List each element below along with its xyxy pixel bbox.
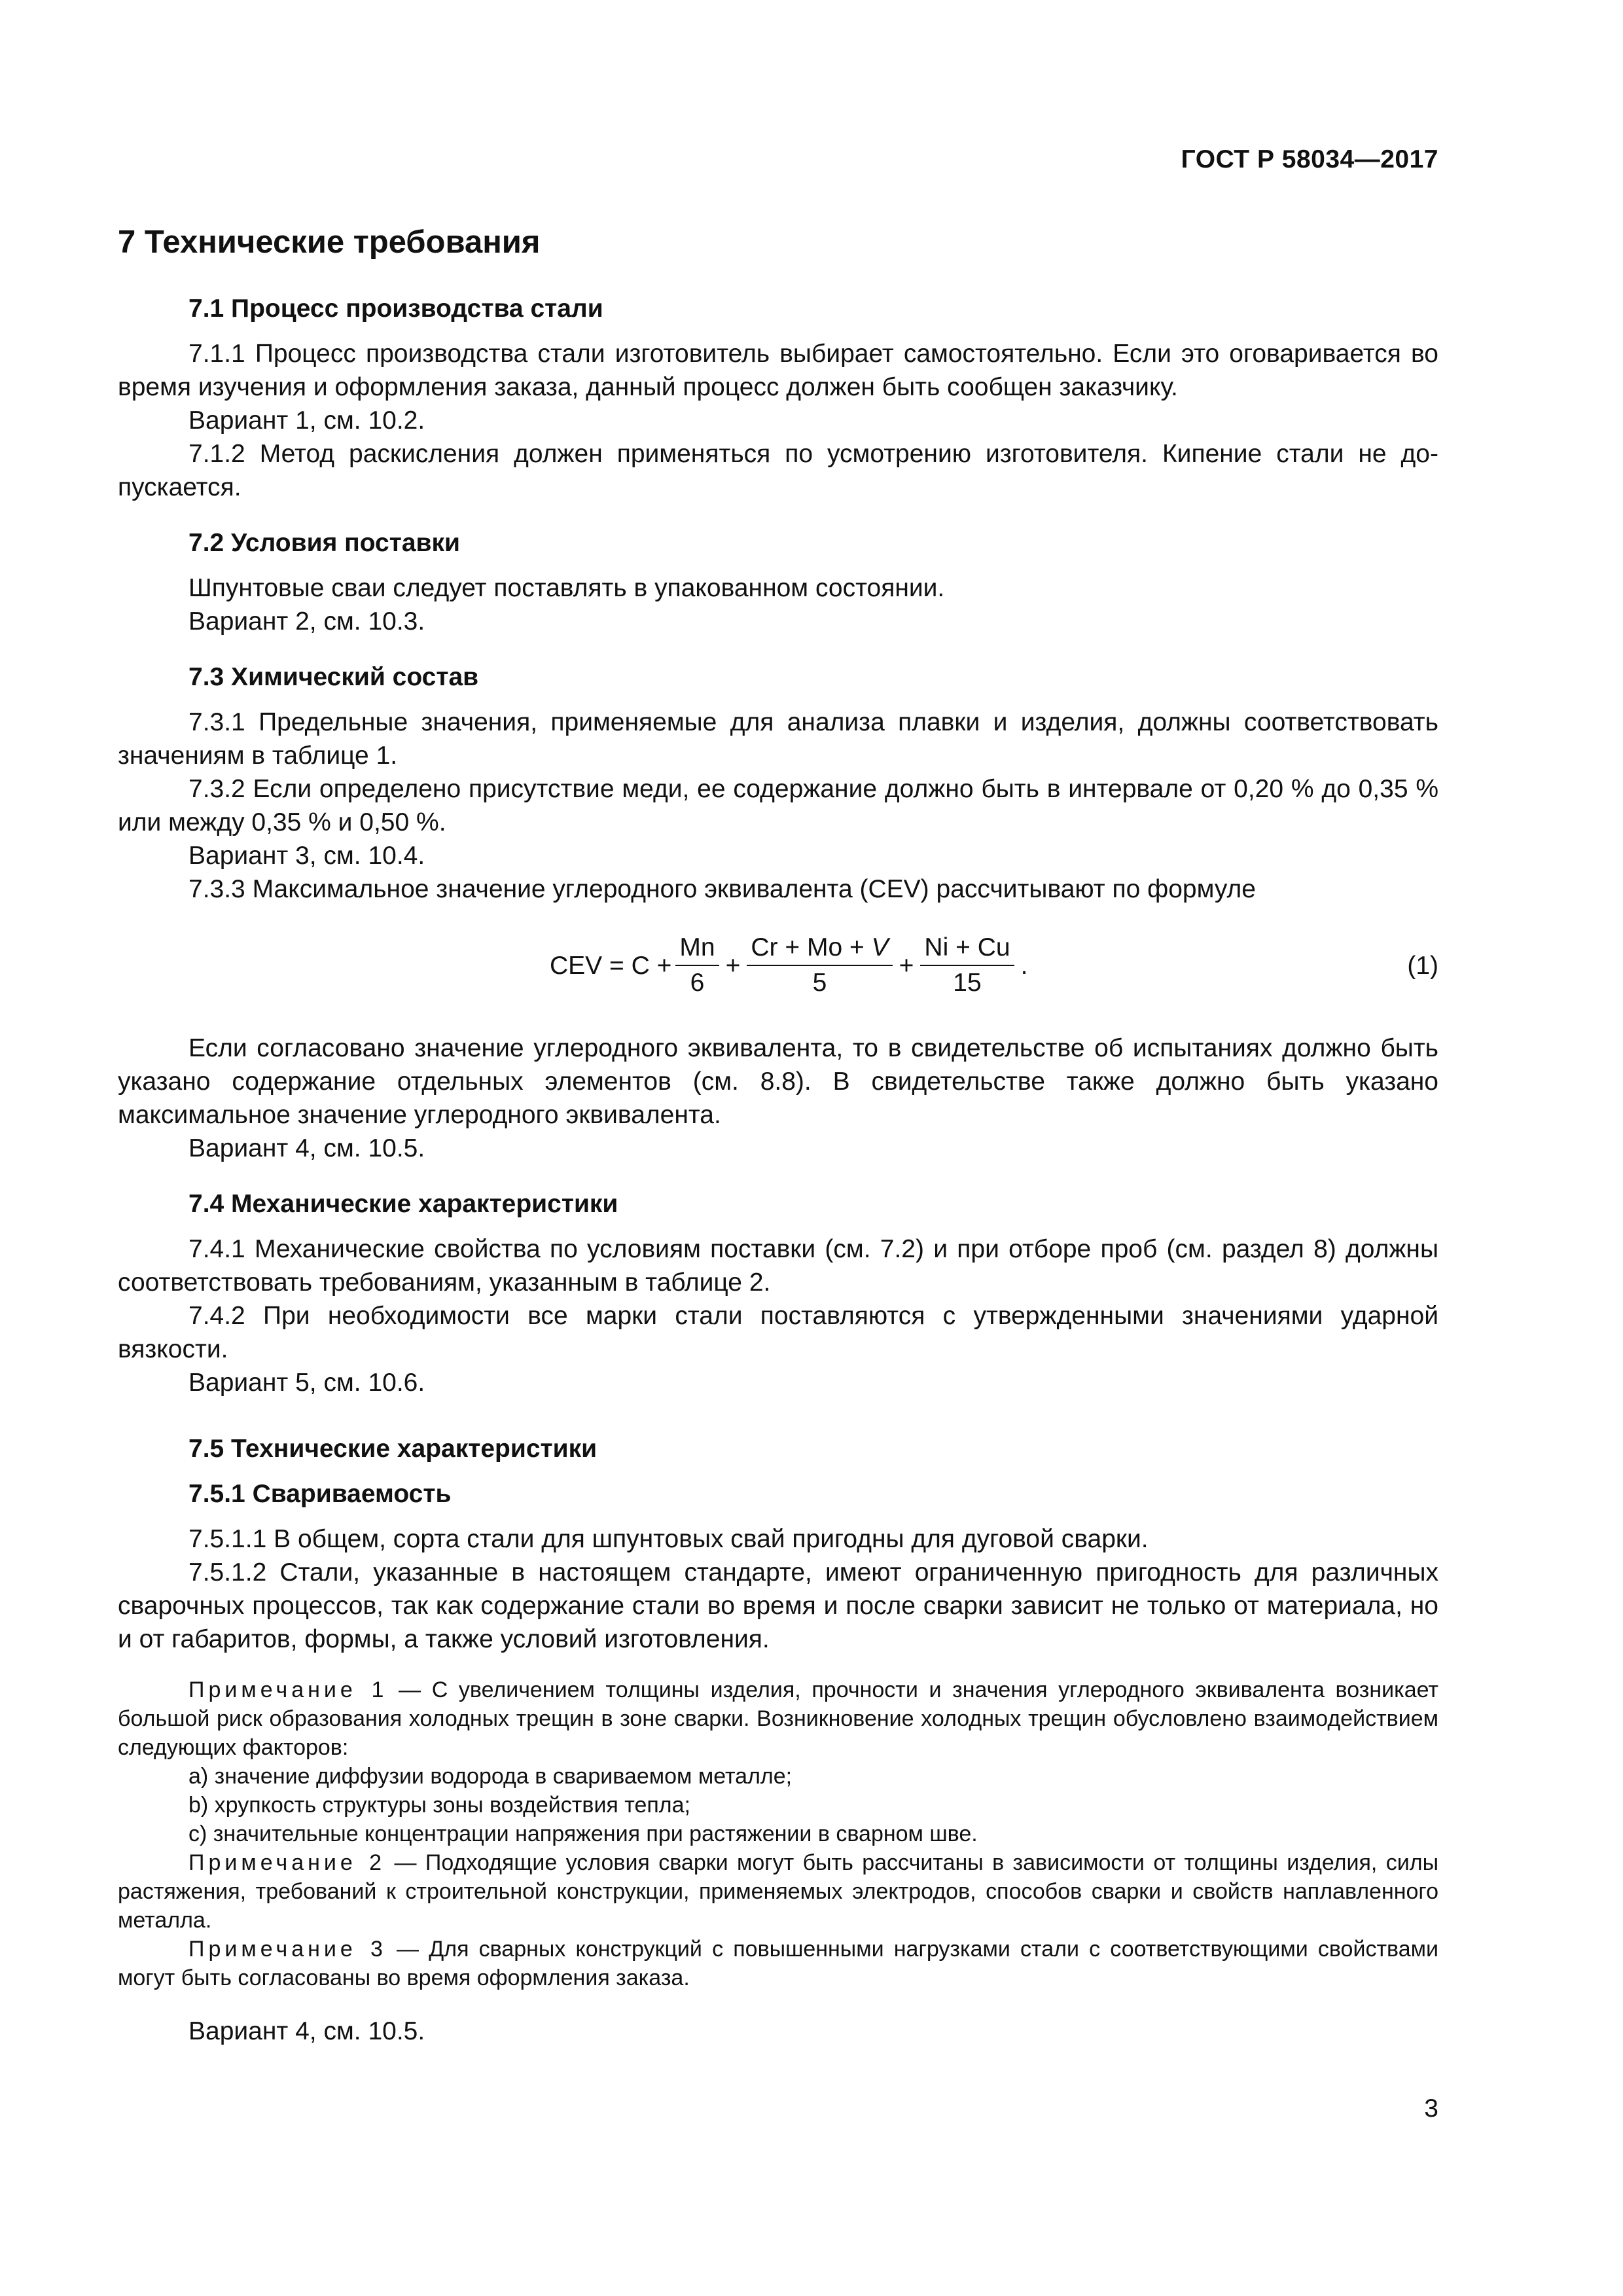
note-label: Примечание 1 <box>188 1677 388 1702</box>
formula-lhs: CEV = C + <box>550 951 672 980</box>
formula-number: (1) <box>1407 952 1438 980</box>
subsection-title-7-5: 7.5 Технические характеристики <box>188 1435 597 1463</box>
subsection-title-7-3: 7.3 Химический состав <box>188 663 479 691</box>
paragraph-7-5-1-1: 7.5.1.1 В общем, сорта стали для шпунтовых свай пригодны для дуговой сварки. <box>188 1525 1149 1553</box>
fraction-denominator: 6 <box>690 969 705 997</box>
page-number: 3 <box>1424 2094 1438 2123</box>
fraction-mn <box>675 933 719 997</box>
paragraph-7-1-2: 7.1.2 Метод раскисления должен применяться по усмотрению изготовителя. Кипение стали не допускается. <box>118 440 1438 501</box>
paragraph-7-3-1: 7.3.1 Предельные значения, применяемые для анализа плавки и изделия, должны соответствовать значениям в таблице 1. <box>118 708 1438 770</box>
paragraph-7-2: Шпунтовые сваи следует поставлять в упакованном состоянии. <box>188 574 945 602</box>
paragraph-7-3-2: 7.3.2 Если определено присутствие меди, ее содержание должно быть в интервале от 0,20 % до 0,35 % или между 0,35 % и 0,50 %. <box>118 775 1438 836</box>
note-text: — Для сварных конструкций с повышенными нагрузками стали с соответствующими свойствами могут быть согласованы во время оформления заказа. <box>118 1937 1438 1990</box>
cev-formula <box>550 929 1030 1001</box>
subsection-title-7-5-1: 7.5.1 Свариваемость <box>188 1480 452 1508</box>
variant-reference: Вариант 1, см. 10.2. <box>188 406 425 435</box>
subsection-title-7-4: 7.4 Механические характеристики <box>188 1190 618 1218</box>
fraction-denominator: 5 <box>812 969 827 997</box>
subsection-title-7-1: 7.1 Процесс производства стали <box>188 295 603 323</box>
notes-block <box>118 1676 1438 1992</box>
note-item-c: c) значительные концентрации напряжения при растяжении в сварном шве. <box>188 1821 978 1846</box>
variant-reference: Вариант 5, см. 10.6. <box>188 1369 425 1397</box>
note-3 <box>118 1935 1438 1992</box>
numerator-italic-v: V <box>871 933 889 961</box>
fraction-denominator: 15 <box>953 969 982 997</box>
note-label: Примечание 3 <box>188 1937 387 1962</box>
section-title: 7 Технические требования <box>118 224 541 260</box>
note-item-b: b) хрупкость структуры зоны воздействия тепла; <box>188 1793 690 1818</box>
paragraph-cev-note: Если согласовано значение углеродного эквивалента, то в свидетельстве об испытаниях должно быть указано содержание отдельных элементов (см. 8.8). В свидетельстве также должно быть указано максимальное значение углеродного эквивалента. <box>118 1034 1438 1129</box>
variant-reference: Вариант 4, см. 10.5. <box>188 2017 425 2045</box>
document-code: ГОСТ Р 58034—2017 <box>1181 145 1438 173</box>
paragraph-7-5-1-2: 7.5.1.2 Стали, указанные в настоящем стандарте, имеют ограниченную пригодность для различных сварочных процессов, так как содержание стали во время и после сварки зависит не только от материала, но и от габаритов, формы, а также условий изготовления. <box>118 1558 1438 1653</box>
note-item-a: a) значение диффузии водорода в свариваемом металле; <box>188 1764 793 1789</box>
fraction-numerator: Ni + Cu <box>920 933 1014 966</box>
paragraph-7-3-3: 7.3.3 Максимальное значение углеродного эквивалента (CEV) рассчитывают по формуле <box>188 875 1256 903</box>
note-1 <box>118 1676 1438 1762</box>
plus-sign: + <box>725 951 741 980</box>
variant-reference: Вариант 3, см. 10.4. <box>188 842 425 870</box>
paragraph-7-4-2: 7.4.2 При необходимости все марки стали поставляются с утвержденными значениями ударной вязкости. <box>118 1302 1438 1363</box>
formula-block <box>118 929 1438 1001</box>
fraction-ni-cu <box>920 933 1014 997</box>
note-text: — Подходящие условия сварки могут быть рассчитаны в зависимости от толщины изделия, силы растяжения, требований к строительной конструкции, применяемых электродов, способов сварки и свойств наплавленного металла. <box>118 1850 1439 1933</box>
subsection-title-7-2: 7.2 Условия поставки <box>188 529 460 557</box>
paragraph-7-1-1: 7.1.1 Процесс производства стали изготовитель выбирает самостоятельно. Если это оговаривается во время изучения и оформления заказа, данный процесс должен быть сообщен заказчику. <box>118 340 1438 401</box>
fraction-cr-mo-v <box>747 933 892 997</box>
formula-end: . <box>1020 951 1028 980</box>
plus-sign: + <box>899 951 914 980</box>
variant-reference: Вариант 2, см. 10.3. <box>188 607 425 636</box>
paragraph-7-4-1: 7.4.1 Механические свойства по условиям поставки (см. 7.2) и при отборе проб (см. раздел 8) должны соответствовать требованиям, указанным в таблице 2. <box>118 1235 1438 1297</box>
note-2 <box>118 1848 1438 1935</box>
note-label: Примечание 2 <box>188 1850 386 1875</box>
fraction-numerator: Mn <box>675 933 719 966</box>
variant-reference: Вариант 4, см. 10.5. <box>188 1134 425 1162</box>
note-text: — С увеличением толщины изделия, прочности и значения углеродного эквивалента возникает большой риск образования холодных трещин в зоне сварки. Возникновение холодных трещин обусловлено взаимодействием следующих факторов: <box>118 1677 1438 1760</box>
fraction-numerator <box>747 933 892 966</box>
numerator-part: Cr + Mo + <box>751 933 872 961</box>
page-content <box>118 216 1438 2048</box>
